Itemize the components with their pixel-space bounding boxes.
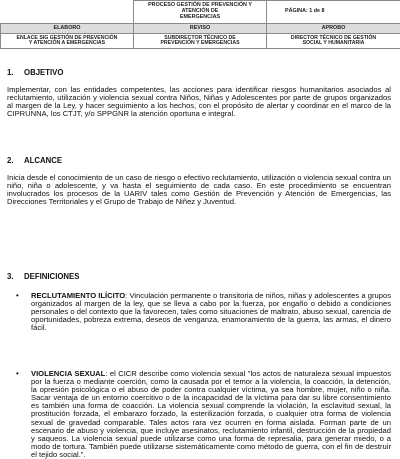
alcance-paragraph: Inicia desde el conocimiento de un caso de riesgo o efectivo reclutamiento, utilización o violencia sexual contra un niño, niña o adolescente, y va hasta el seguimiento de cada caso. En este procedimiento se encuentran involucrados los procesos de la UARIV tales como Gestión de Prevención y Atención de Emergencias, las Direcciones Territoriales y el Grupo de Trabajo de Niñez y Juventud.	[7, 174, 391, 206]
header-blank-cell	[1, 1, 134, 24]
page-number: PÁGINA: 1 de 8	[267, 1, 400, 24]
definition-term: VIOLENCIA SEXUAL	[31, 369, 105, 378]
process-title-line2: EMERGENCIAS	[180, 14, 220, 20]
section-alcance-heading	[7, 156, 62, 165]
aprobo-line1: DIRECTOR TÉCNICO DE GESTIÓN	[291, 35, 376, 41]
objetivo-paragraph: Implementar, con las entidades competentes, las acciones para identificar riesgos humanitarios asociados al reclutamiento, utilización y violencia sexual contra Niños, Niñas y Adolescentes por parte de grupos organizados al margen de la Ley, y hacer seguimiento a los hechos, con el propósito de alertar y coordinar en el marco de la CIPRUNNA, los CTJT, y/o SPPGNR la atención oportuna e integral.	[7, 86, 391, 118]
aprobo-line2: SOCIAL Y HUMANITARIA	[303, 40, 365, 46]
elaboro-line2: Y ATENCIÓN A EMERGENCIAS	[29, 40, 105, 46]
section-title: DEFINICIONES	[24, 272, 79, 281]
section-objetivo-heading	[7, 68, 63, 77]
aprobo-name	[267, 34, 400, 49]
process-title	[134, 1, 267, 24]
section-number: 2.	[7, 156, 24, 165]
role-aprobo: APROBO	[267, 24, 400, 34]
role-reviso: REVISO	[134, 24, 267, 34]
section-title: ALCANCE	[24, 156, 62, 165]
document-header	[0, 0, 400, 49]
elaboro-name	[1, 34, 134, 49]
header-table	[0, 0, 400, 49]
definition-body: : el CICR describe como violencia sexual "los actos de naturaleza sexual impuestos por la fuerza o mediante coerción, como la causada por el temor a la violencia, la coacción, la detención, la opresión psicológica o el abuso de poder contra cualquier víctima, ya sea hombre, mujer, niño o niña. Sacar ventaja de un entorno coercitivo o de la incapacidad de la víctima para dar su libre consentimiento es también una forma de coacción. La violencia sexual comprende la violación, la esclavitud sexual, la prostitución forzada, el embarazo forzado, la esterilización forzada, o cualquier otra forma de violencia sexual de gravedad comparable. Tales actos rara vez ocurren en forma aislada. Forman parte de un escenario de abuso y violencia, que incluye asesinatos, reclutamiento infantil, destrucción de la propiedad y saqueos. La violencia sexual puede utilizarse como una forma de represalia, para generar miedo, o a modo de tortura. También puede utilizarse sistemáticamente como método de guerra, con el fin de destruir el tejido social.".	[31, 369, 391, 459]
elaboro-line1: ENLACE SIG GESTIÓN DE PREVENCIÓN	[17, 35, 118, 41]
definition-text	[31, 292, 391, 332]
definition-item	[31, 292, 391, 332]
reviso-name	[134, 34, 267, 49]
bullet-icon: •	[16, 370, 19, 378]
bullet-icon: •	[16, 292, 19, 300]
role-elaboro: ELABORO	[1, 24, 134, 34]
reviso-line2: PREVENCIÓN Y EMERGENCIAS	[160, 40, 239, 46]
definition-text	[31, 370, 391, 459]
section-number: 1.	[7, 68, 24, 77]
process-title-line1: PROCESO GESTIÓN DE PREVENCIÓN Y ATENCIÓN DE	[148, 2, 252, 14]
reviso-line1: SUBDIRECTOR TÉCNICO DE	[164, 35, 235, 41]
definition-body: : Vinculación permanente o transitoria de niños, niñas y adolescentes a grupos organizados al margen de la ley, que se lleva a cabo por la fuerza, por engaño o debido a condiciones personales o del contexto que la favorecen, tales como situaciones de maltrato, abuso sexual, carencia de oportunidades, pobreza extrema, deseos de venganza, enamoramiento de la guerra, las armas, el dinero fácil.	[31, 291, 391, 332]
section-definiciones-heading	[7, 272, 79, 281]
section-title: OBJETIVO	[24, 68, 63, 77]
definition-item	[31, 370, 391, 459]
section-number: 3.	[7, 272, 24, 281]
definition-term: RECLUTAMIENTO ILÍCITO	[31, 291, 125, 300]
